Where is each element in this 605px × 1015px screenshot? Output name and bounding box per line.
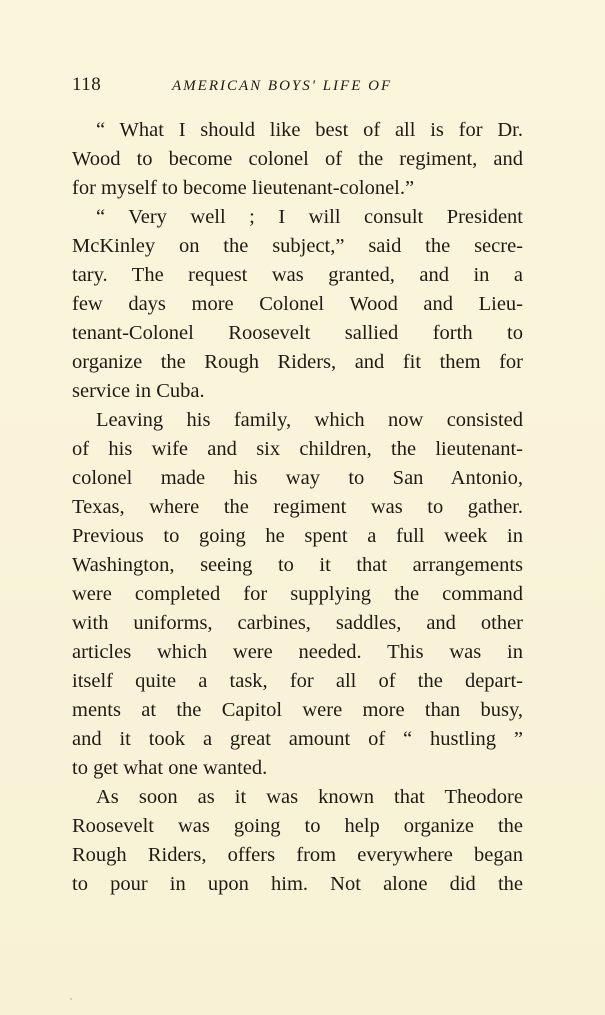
text-line: were completed for supplying the command [72,583,523,605]
text-line: to get what one wanted. [72,757,268,779]
text-line: Wood to become colonel of the regiment, and [72,148,523,170]
text-line: “ What I should like best of all is for Dr. [96,119,523,141]
text-line: few days more Colonel Wood and Lieu- [72,293,523,315]
text-line: service in Cuba. [72,380,205,402]
text-line: to pour in upon him. Not alone did the [72,873,523,895]
text-line: Rough Riders, offers from everywhere began [72,844,523,866]
text-line: of his wife and six children, the lieutenant- [72,438,523,460]
body-text [72,116,523,899]
text-line: “ Very well ; I will consult President [96,206,523,228]
text-line: Texas, where the regiment was to gather. [72,496,523,518]
text-line: Leaving his family, which now consisted [96,409,523,431]
page-number: 118 [72,74,102,95]
text-line: Washington, seeing to it that arrangements [72,554,523,576]
text-line: tenant-Colonel Roosevelt sallied forth to [72,322,523,344]
text-line: As soon as it was known that Theodore [96,786,523,808]
text-line: organize the Rough Riders, and fit them for [72,351,523,373]
text-line: itself quite a task, for all of the depart- [72,670,523,692]
text-line: McKinley on the subject,” said the secre- [72,235,523,257]
text-line: and it took a great amount of “ hustling ” [72,728,523,750]
book-title: AMERICAN BOYS' LIFE OF [172,78,393,94]
text-line: tary. The request was granted, and in a [72,264,523,286]
text-line: colonel made his way to San Antonio, [72,467,523,489]
text-line: for myself to become lieutenant-colonel.” [72,177,415,199]
text-line: ments at the Capitol were more than busy, [72,699,523,721]
text-line: Previous to going he spent a full week in [72,525,523,547]
running-head [72,73,532,97]
text-line: Roosevelt was going to help organize the [72,815,523,837]
text-line: articles which were needed. This was in [72,641,523,663]
paper-speck [70,998,72,1000]
text-line: with uniforms, carbines, saddles, and other [72,612,523,634]
